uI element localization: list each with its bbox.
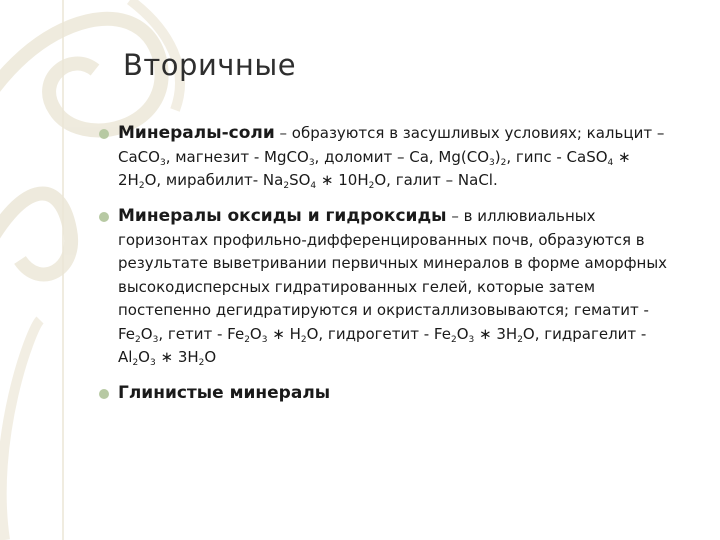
bullet-dot-icon [99, 212, 109, 222]
bullet-item: Минералы-соли – образуются в засушливых условиях; кальцит – CaCO$_3$, магнезит - MgCO$_3$, доломит – Ca, $Mg(CO_3)_2$, гипс - CaSO$_4$ ∗ $2H_2O$, мирабилит- $Na_2SO_4$ ∗ $10H_2O$, галит – NaCl. [118, 122, 714, 193]
bullet-item: Минералы оксиды и гидроксиды – в иллювиальных горизонтах профильно-дифференцированных почв, образуются в результате выветривании первичных минералов в форме аморфных высокодисперсных гидратированных гелей, которые затем постепенно дегидратируются и окристаллизовываются; гематит - $Fe_2O_3$, гетит - $Fe_2O_3$ ∗ $H_2O$, гидрогетит - $Fe_2O_3$ ∗ $3H_2O$, гидрагелит - $Al_2O_3$ ∗ $3H_2O$ [118, 205, 714, 370]
bullet-text-line: $2H_2O$, мирабилит- $Na_2SO_4$ ∗ $10H_2O$, галит – NaCl. [118, 171, 498, 191]
bullet-heading: Минералы оксиды и гидроксиды [118, 206, 447, 226]
slide-title: Вторичные [123, 48, 297, 82]
bullet-text-line: постепенно дегидратируются и окристаллизовываются; гематит - [118, 301, 649, 319]
bullet-heading: Минералы-соли [118, 123, 275, 143]
bullet-dot-icon [99, 129, 109, 139]
bullet-text: в иллювиальных [463, 207, 596, 225]
bullet-text-line: результате выветривании первичных минералов в форме аморфных [118, 254, 668, 272]
bullet-text-line: CaCO$_3$, магнезит - MgCO$_3$, доломит – Ca, $Mg(CO_3)_2$, гипс - CaSO$_4$ ∗ [118, 147, 631, 168]
bullet-item [118, 382, 714, 406]
bullet-text: образуются в засушливых условиях; кальцит – [291, 124, 665, 142]
bullet-text-line: горизонтах профильно-дифференцированных почв, образуются в [118, 230, 645, 249]
bullet-dot-icon [99, 389, 109, 399]
bullet-text-line: высокодисперсных гидратированных гелей, которые затем [118, 277, 596, 296]
bullet-heading: Глинистые минералы [118, 383, 331, 403]
bullet-text-line: $Fe_2O_3$, гетит - $Fe_2O_3$ ∗ $H_2O$, гидрогетит - $Fe_2O_3$ ∗ $3H_2O$, гидрагелит - [118, 324, 647, 345]
bullet-text-line: $Al_2O_3$ ∗ $3H_2O$ [118, 348, 217, 368]
